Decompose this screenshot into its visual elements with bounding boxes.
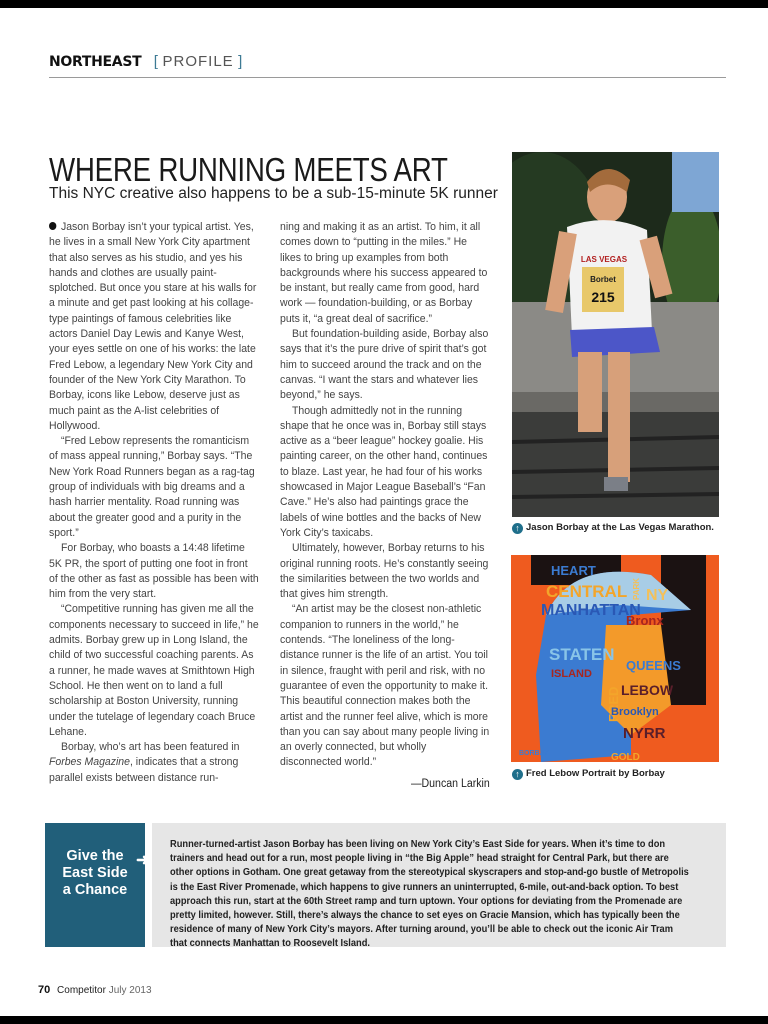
magazine-name: Competitor — [57, 985, 106, 996]
runner-photo-illustration — [512, 152, 719, 517]
shirt-text: LAS VEGAS — [580, 255, 628, 264]
header-rule — [49, 77, 726, 78]
painting-word: NYRR — [623, 725, 666, 742]
runner-photo — [512, 152, 719, 517]
article-dek: This NYC creative also happens to be a sub-15-minute 5K runner — [49, 185, 498, 202]
paragraph: For Borbay, who boasts a 14:48 lifetime 5K PR, the sport of putting one foot in front of the other as fast as possible has been with him from the very start. — [49, 542, 259, 601]
paragraph: Borbay, who’s art has been featured in Forbes Magazine, indicates that a strong parallel exists between distance run- — [49, 741, 240, 784]
runner-photo-caption: ↑ Jason Borbay at the Las Vegas Marathon. — [512, 522, 714, 534]
sidebar-notch — [145, 823, 153, 947]
painting-word: HEART — [551, 563, 596, 578]
painting-word: CENTRAL — [546, 582, 628, 601]
arrow-up-icon: ↑ — [512, 769, 523, 780]
section-category: PROFILE — [162, 53, 234, 70]
painting-signature: BORBAY — [519, 750, 549, 757]
article-headline: WHERE RUNNING MEETS ART — [49, 151, 448, 188]
paragraph: Jason Borbay isn’t your typical artist. Yes, he lives in a small New York City apartment that also serves as his studio, and yes his hands and clothes are usually paint-splotched. But once you stare at his walls for a minute and get past looking at his collage-type paintings of famous celebrities like actors Daniel Day Lewis and Kanye West, your eyes settle on one of his works: the late Fred Lebow, a legendary New York City and founder of the New York City Marathon. To Borbay, icons like Lebow, deserve just as much paint as the A-list celebrities of Hollywood. — [49, 221, 257, 432]
page-number: 70 — [38, 984, 51, 996]
painting-word: QUEENS — [626, 658, 681, 673]
painting-word: GOLD — [611, 752, 640, 762]
paragraph: But foundation-building aside, Borbay also says that it’s the pure drive of spirit that’s got him to succeed around the track and on the canvas. “I want the stars and whatever lies beyond,” he says. — [280, 328, 489, 402]
paragraph: “Fred Lebow represents the romanticism of mass appeal running,” Borbay says. “The New York Road Runners began as a rag-tag group of individuals with big dreams and a hash harrier mentality. Road running was about the greater good and a purity in the sport.” — [49, 435, 255, 539]
painting-word: ISLAND — [551, 668, 592, 680]
article-column-2 — [280, 220, 490, 792]
painting-word: NY — [646, 587, 669, 604]
author-signoff: —Duncan Larkin — [410, 777, 490, 790]
page-folio — [38, 984, 152, 996]
paragraph: “An artist may be the closest non-athletic companion to runners in the world,” he contends. “The loneliness of the long-distance runner is the life of an artist. You toil in silence, fraught with peril and risk, with no guarantee of even the opportunity to make it. This beautiful connection makes both the artist and the runner feel alive, which is more than you can say about many people living in an overly connected, but wholly disconnected world.” — [280, 603, 490, 769]
painting-word: Brooklyn — [611, 706, 659, 718]
painting-word: Bronx — [626, 613, 664, 628]
bottom-bar — [0, 1016, 768, 1024]
painting-word: MANHATTAN — [541, 602, 641, 619]
article-column-1 — [49, 220, 259, 786]
portrait-painting-illustration — [511, 555, 719, 762]
bib-name: Borbet — [590, 275, 616, 284]
issue-date: July 2013 — [108, 985, 152, 996]
paragraph: Though admittedly not in the running shape that he once was in, Borbay still stays active as a “beer league” hockey goalie. His painting career, on the other hand, continues to blaze. Last year, he had four of his works showcased in Major League Baseball’s “Fan Cave.” He’s also had paintings grace the labels of wine bottles and the backs of New York City’s taxicabs. — [280, 404, 488, 539]
painting-word: LEBOW — [621, 682, 674, 698]
painting-word: STATEN — [549, 645, 615, 664]
portrait-caption: ↑ Fred Lebow Portrait by Borbay — [512, 768, 665, 780]
portrait-painting — [511, 555, 719, 762]
arrow-up-icon: ↑ — [512, 523, 523, 534]
bib-number: 215 — [591, 289, 615, 305]
bracket-close: ] — [238, 53, 243, 70]
bullet-icon — [49, 222, 56, 230]
top-bar — [0, 0, 768, 8]
painting-word: PARK — [632, 577, 641, 600]
paragraph: “Competitive running has given me all the components necessary to succeed in life,” he admits. Borbay grew up in Long Island, the child of two successful coaching parents. As a runner, he made waves at Smithtown High School. He then went on to land a full scholarship at Boston University, running under the tutelage of legendary coach Bruce Lehane. — [49, 603, 259, 738]
bracket-open: [ — [153, 53, 159, 70]
paragraph: ning and making it as an artist. To him, it all comes down to “putting in the miles.” He likes to bring up examples from both backgrounds where his success appeared to be instant, but really came from good, hard work — foundation-building, or as Borbay puts it, “a great deal of sacrifice.” — [280, 221, 488, 325]
sidebar-body: Runner-turned-artist Jason Borbay has been living on New York City’s East Side for years. When it’s time to don trainers and head out for a run, most people living in “the Big Apple” head straight for Central Park, but there are other options in Gotham. One great getaway from the stereotypical skyscrapers and stop-and-go bustle of Metropolis is the East River Promenade, which happens to give runners an uninterrupted, 6-mile, out-and-back option. To best approach this run, start at the 60th Street ramp and turn uptown. Your options for deviating from the Promenade are pretty limited, however. Still, there’s always the chance to set eyes on Gracie Mansion, which has typically been the residence of many of New York City’s mayors. After turning around, you’ll be able to check out the iconic Air Tram that connects Manhattan to Roosevelt Island. — [170, 839, 689, 950]
publication-name: Forbes Magazine — [49, 756, 130, 769]
painting-word: FRED — [606, 686, 621, 722]
arrow-right-icon: ➜ — [136, 852, 150, 869]
paragraph: Ultimately, however, Borbay returns to his original running roots. He’s constantly seeing the similarities between the two worlds and that gives him strength. — [280, 542, 489, 601]
sidebar-title: Give the East Side a Chance — [62, 848, 128, 898]
section-name: NORTHEAST — [49, 54, 142, 70]
section-header — [49, 53, 242, 70]
